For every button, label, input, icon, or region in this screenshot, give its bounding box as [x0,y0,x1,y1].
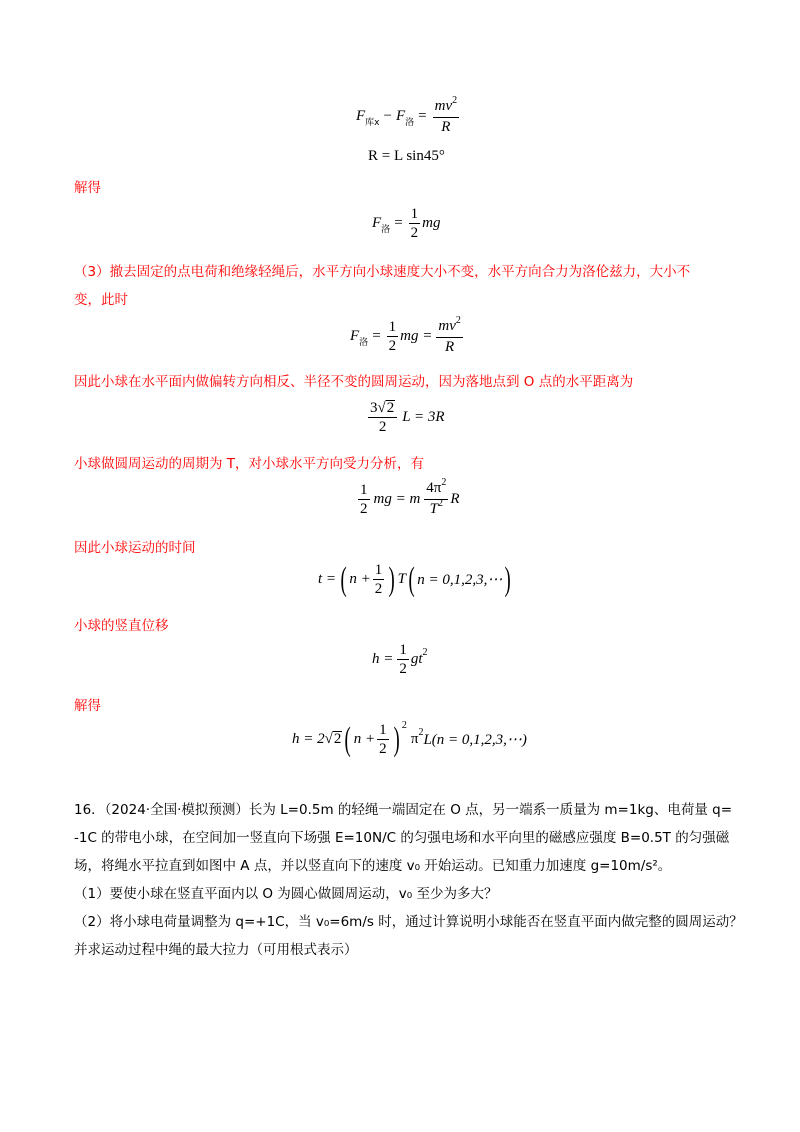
equation-lorentz-centripetal: F 洛 = $\frac{1}{2}$ mg = $\frac{mv^2}{R}$ [350,315,461,355]
circular-motion-paragraph: 因此小球在水平面内做偏转方向相反、半径不变的圆周运动，因为落地点到 O 点的水平距离为 [74,374,634,390]
time-paragraph: 因此小球运动的时间 [74,540,196,556]
equation-height-result: h = 2 √ 2 ( n + $\frac{1}{2}$ ) 2 π 2 L(n = 0,1,2,3,⋯) [292,720,527,758]
equation-time: t = ( n + $\frac{1}{2}$ ) T ( n = 0,1,2,3,⋯ ) [318,560,512,598]
equation-radius: R = L sin45° [368,148,445,164]
solve-label: 解得 [74,180,101,196]
question-16-part1: （1）要使小球在竖直平面内以 O 为圆心做圆周运动，v₀ 至少为多大？ [74,886,498,902]
equation-period: $\frac{1}{2}$ mg = m $\frac{4\pi^2}{T^2}$ R [360,477,460,517]
equation-lorentz-force: F 洛 = $\frac{1}{2}$ mg [372,206,441,241]
question-16-line3: 场，将绳水平拉直到如图中 A 点，并以竖直向下的速度 v₀ 开始运动。已知重力加速度 g=10m/s²。 [74,858,672,874]
period-paragraph: 小球做圆周运动的周期为 T，对小球水平方向受力分析，有 [74,456,425,472]
question-16-line1: 16．（2024·全国·模拟预测）长为 L=0.5m 的轻绳一端固定在 O 点，另一端系一质量为 m=1kg、电荷量 q= [74,802,733,818]
question-16-part2-cont: 并求运动过程中绳的最大拉力（可用根式表示） [74,942,358,958]
equation-force-balance: F 库x − F 洛 = $\frac{mv^2}{R}$ [356,95,458,135]
part3-paragraph-line2: 变，此时 [74,292,128,308]
vertical-displacement-paragraph: 小球的竖直位移 [74,618,169,634]
equation-horizontal-distance: 3 √ 2 2 L = 3R [370,400,445,435]
part3-paragraph-line1: （3）撤去固定的点电荷和绝缘轻绳后，水平方向小球速度大小不变，水平方向合力为洛伦兹力，大小不 [74,264,691,280]
question-16-part2: （2）将小球电荷量调整为 q=+1C，当 v₀=6m/s 时，通过计算说明小球能否在竖直平面内做完整的圆周运动？ [74,914,743,930]
solve-label-2: 解得 [74,698,101,714]
question-16-line2: -1C 的带电小球，在空间加一竖直向下场强 E=10N/C 的匀强电场和水平向里的磁感应强度 B=0.5T 的匀强磁 [74,830,730,846]
equation-vertical-displacement: h = $\frac{1}{2}$ gt 2 [372,642,428,677]
